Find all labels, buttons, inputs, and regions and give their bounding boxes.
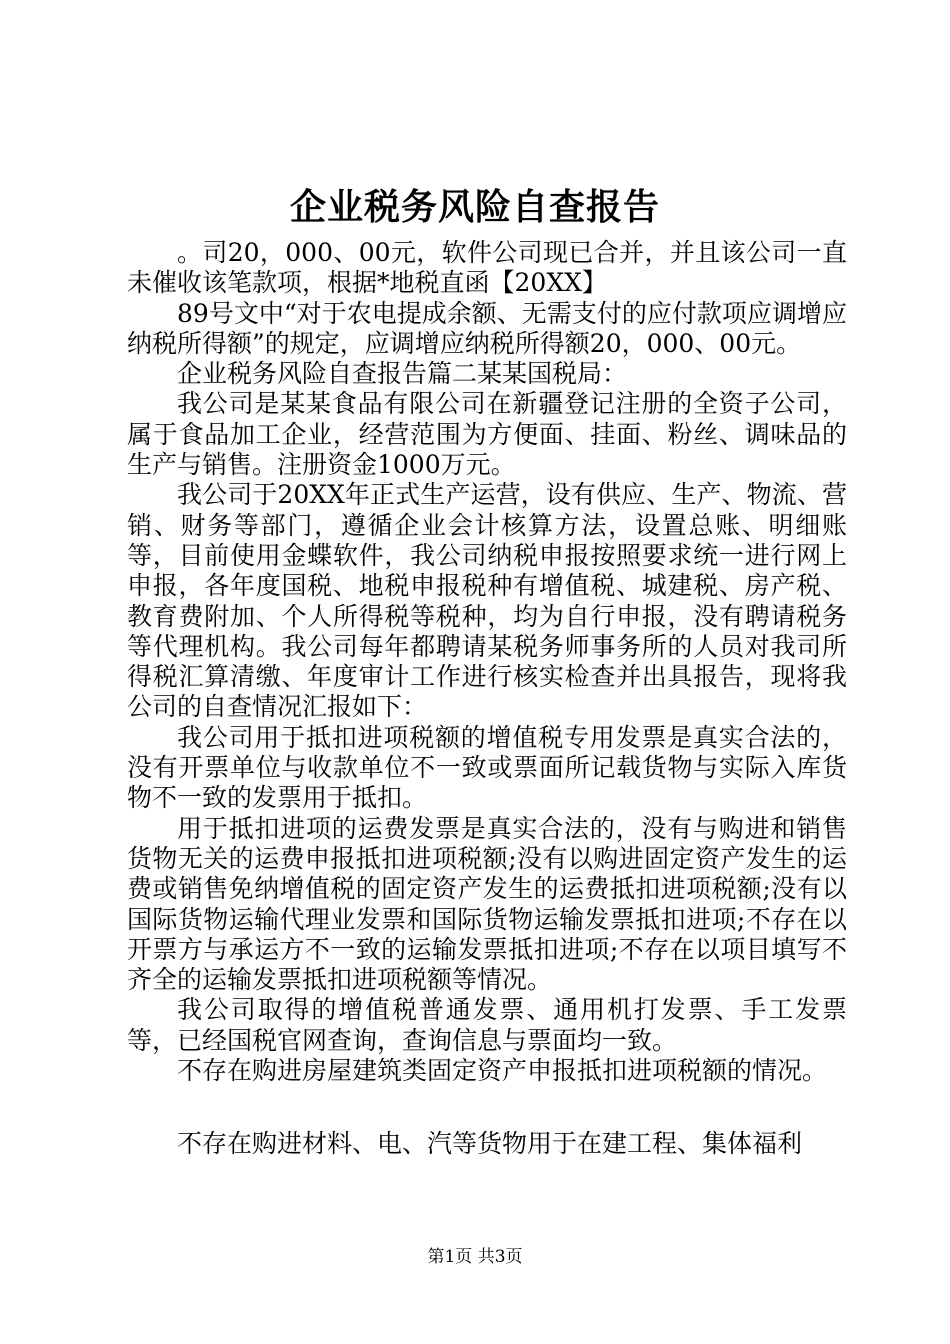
paragraph: 我公司是某某食品有限公司在新疆登记注册的全资子公司，属于食品加工企业，经营范围为方便面、挂面、粉丝、调味品的生产与销售。注册资金1000万元。 — [127, 389, 847, 480]
paragraph: 。司20，000、00元，软件公司现已合并，并且该公司一直未催收该笔款项，根据*地税直函【20XX】 — [127, 238, 847, 298]
paragraph: 我公司取得的增值税普通发票、通用机打发票、手工发票等，已经国税官网查询，查询信息与票面均一致。 — [127, 995, 847, 1055]
document-body — [127, 238, 847, 1160]
paragraph: 89号文中“对于农电提成余额、无需支付的应付款项应调增应纳税所得额”的规定，应调增应纳税所得额20，000、00元。 — [127, 298, 847, 358]
paragraph: 不存在购进材料、电、汽等货物用于在建工程、集体福利 — [177, 1129, 803, 1159]
document-title: 企业税务风险自查报告 — [289, 186, 660, 228]
paragraph: 企业税务风险自查报告篇二某某国税局： — [177, 359, 628, 389]
page-footer: 第1页 共3页 — [427, 1247, 523, 1267]
paragraph: 我公司于20XX年正式生产运营，设有供应、生产、物流、营销、财务等部门，遵循企业会计核算方法，设置总账、明细账等，目前使用金蝶软件，我公司纳税申报按照要求统一进行网上申报，各年度国税、地税申报税种有增值税、城建税、房产税、教育费附加、个人所得税等税种，均为自行申报，没有聘请税务等代理机构。我公司每年都聘请某税务师事务所的人员对我司所得税汇算清缴、年度审计工作进行核实检查并出具报告，现将我公司的自查情况汇报如下： — [127, 480, 847, 722]
paragraph: 用于抵扣进项的运费发票是真实合法的，没有与购进和销售货物无关的运费申报抵扣进项税额;没有以购进固定资产发生的运费或销售免纳增值税的固定资产发生的运费抵扣进项税额;没有以国际货物运输代理业发票和国际货物运输发票抵扣进项;不存在以开票方与承运方不一致的运输发票抵扣进项;不存在以项目填写不齐全的运输发票抵扣进项税额等情况。 — [127, 813, 847, 995]
paragraph-gap — [127, 1086, 847, 1129]
paragraph: 我公司用于抵扣进项税额的增值税专用发票是真实合法的，没有开票单位与收款单位不一致或票面所记载货物与实际入库货物不一致的发票用于抵扣。 — [127, 722, 847, 813]
paragraph: 不存在购进房屋建筑类固定资产申报抵扣进项税额的情况。 — [177, 1056, 828, 1086]
